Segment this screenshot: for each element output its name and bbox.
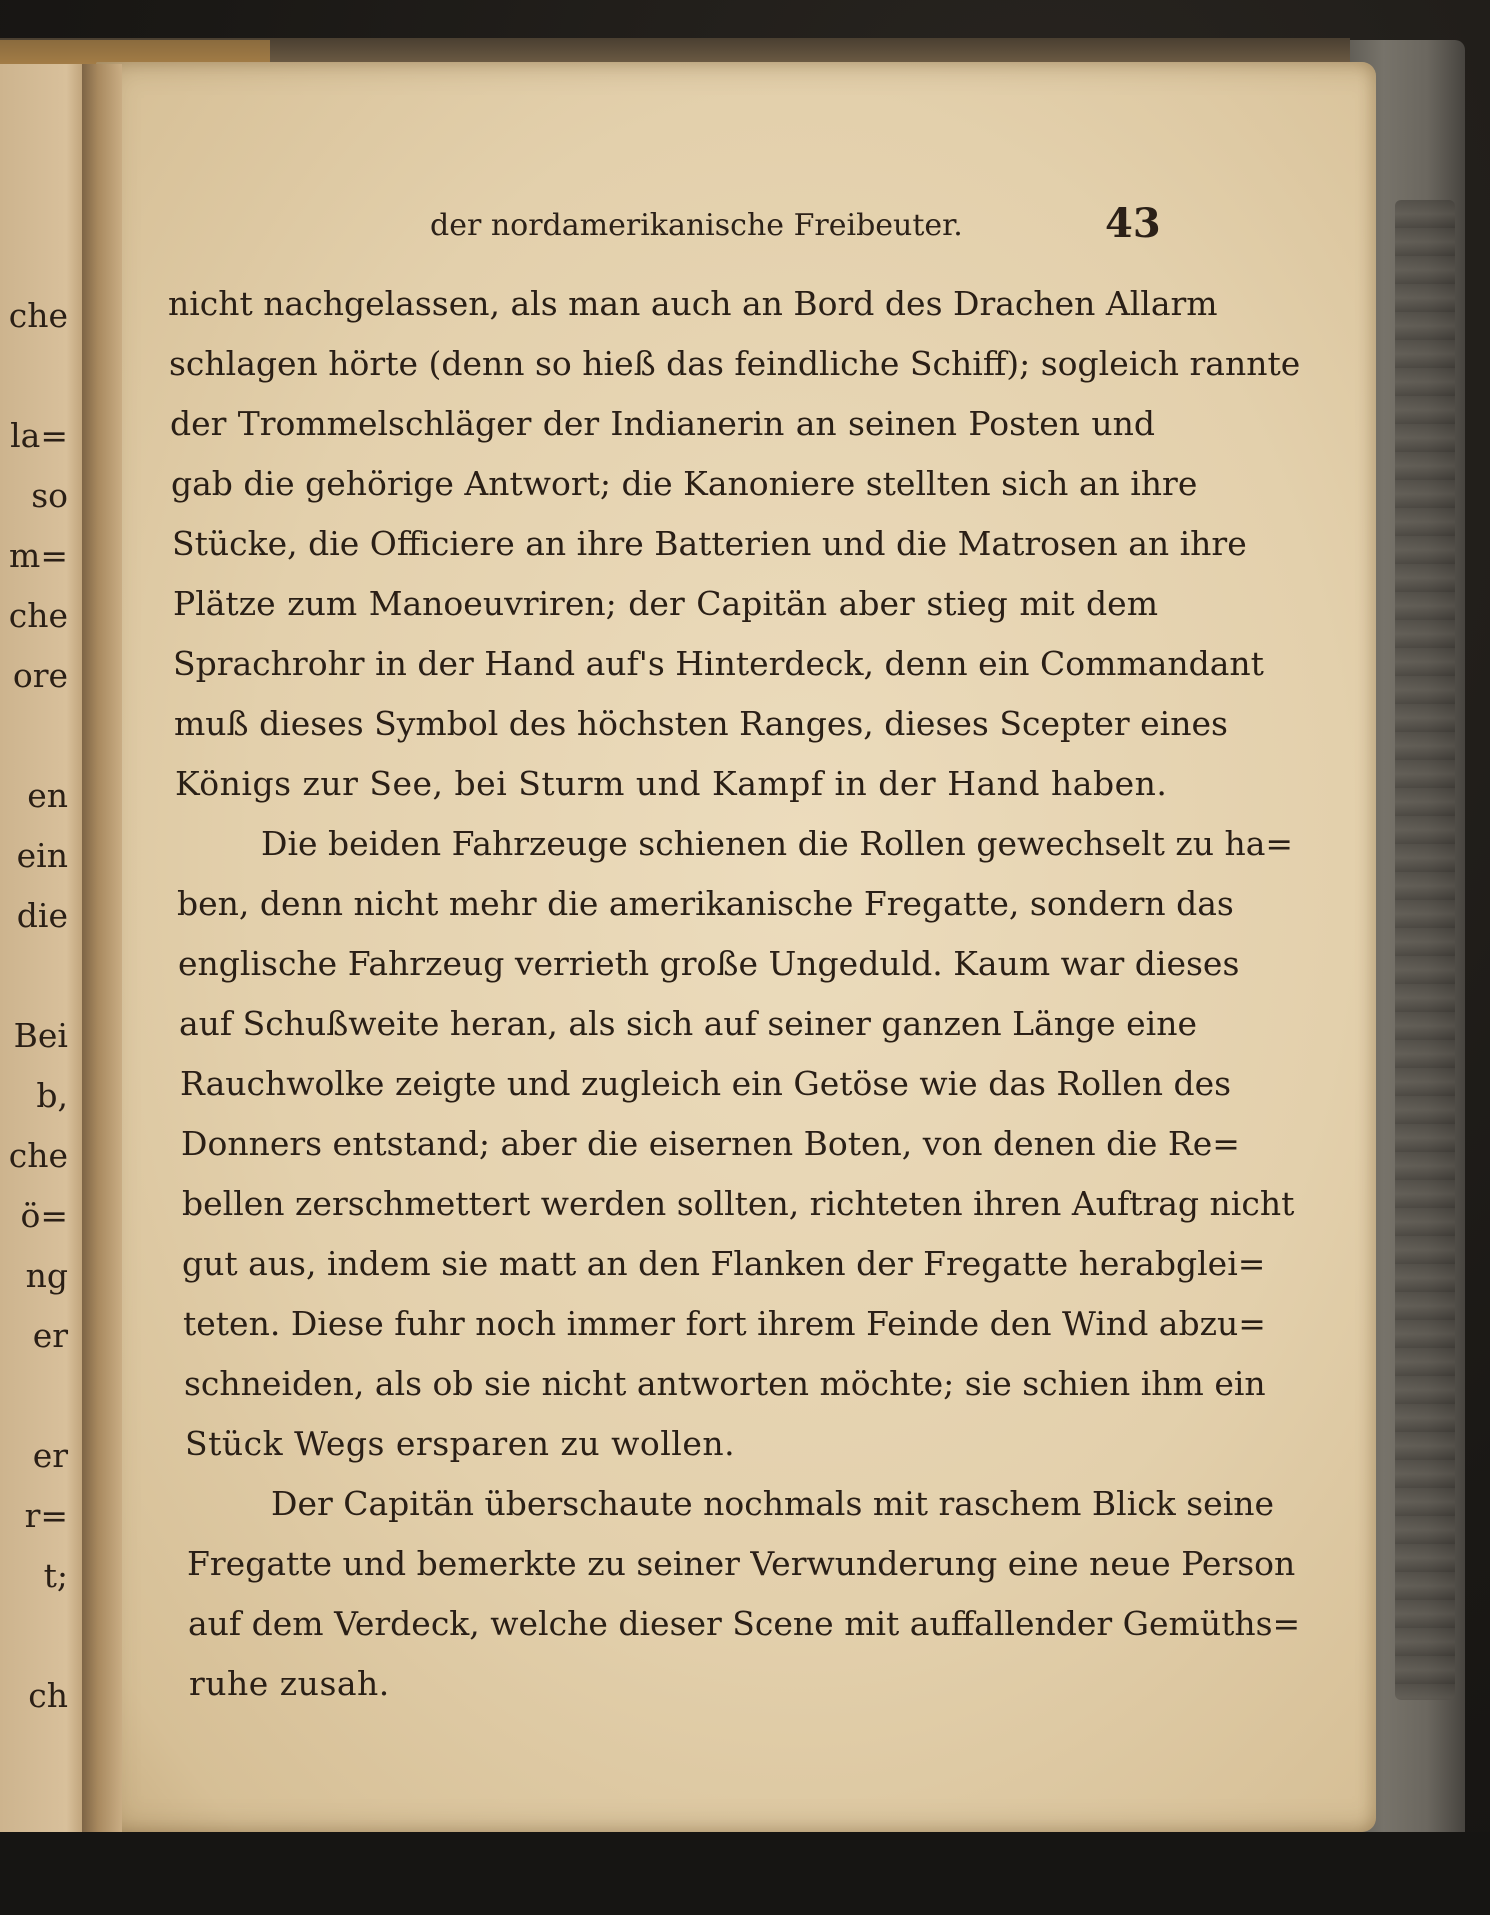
- text-line: Der Capitän überschaute nochmals mit raschem Blick seine: [271, 1484, 1275, 1523]
- facing-page-fragment: b,: [36, 1076, 68, 1115]
- text-line: Sprachrohr in der Hand auf's Hinterdeck, denn ein Commandant: [173, 644, 1264, 683]
- text-line: Donners entstand; aber die eisernen Boten, von denen die Re=: [181, 1124, 1240, 1163]
- text-line: Die beiden Fahrzeuge schienen die Rollen gewechselt zu ha=: [261, 824, 1294, 863]
- text-line: Stücke, die Officiere an ihre Batterien und die Matrosen an ihre: [172, 524, 1247, 563]
- running-head: der nordamerikanische Freibeuter.: [430, 208, 963, 243]
- facing-page-fragment: ch: [28, 1676, 68, 1715]
- facing-page-fragment: Bei: [13, 1016, 68, 1055]
- text-line: schlagen hörte (denn so hieß das feindliche Schiff); sogleich rannte: [169, 344, 1301, 383]
- text-line: bellen zerschmettert werden sollten, richteten ihren Auftrag nicht: [182, 1184, 1295, 1223]
- text-line: gut aus, indem sie matt an den Flanken der Fregatte herabglei=: [182, 1244, 1266, 1283]
- facing-page-fragment: t;: [43, 1556, 68, 1595]
- facing-page-fragment: che: [8, 1136, 68, 1175]
- facing-page-fragment: ore: [12, 656, 68, 695]
- text-line: schneiden, als ob sie nicht antworten möchte; sie schien ihm ein: [184, 1364, 1266, 1403]
- facing-page-fragment: ng: [25, 1256, 68, 1295]
- text-line: Fregatte und bemerkte zu seiner Verwunderung eine neue Person: [187, 1544, 1296, 1583]
- text-line: ruhe zusah.: [189, 1664, 390, 1703]
- text-line: Königs zur See, bei Sturm und Kampf in der Hand haben.: [175, 764, 1168, 803]
- text-line: Stück Wegs ersparen zu wollen.: [185, 1424, 736, 1463]
- bottom-background: [0, 1832, 1490, 1915]
- text-line: Plätze zum Manoeuvriren; der Capitän aber stieg mit dem: [173, 584, 1158, 623]
- text-line: gab die gehörige Antwort; die Kanoniere stellten sich an ihre: [171, 464, 1198, 503]
- text-line: nicht nachgelassen, als man auch an Bord des Drachen Allarm: [168, 284, 1218, 323]
- text-line: der Trommelschläger der Indianerin an seinen Posten und: [170, 404, 1155, 443]
- text-line: teten. Diese fuhr noch immer fort ihrem Feinde den Wind abzu=: [183, 1304, 1266, 1343]
- facing-page-fragment: che: [8, 596, 68, 635]
- facing-page-fragment: r=: [24, 1496, 68, 1535]
- facing-page-fragment: ö=: [20, 1196, 68, 1235]
- text-line: auf Schußweite heran, als sich auf seiner ganzen Länge eine: [179, 1004, 1197, 1043]
- facing-page-fragment: ein: [16, 836, 68, 875]
- gutter: [82, 64, 122, 1834]
- facing-page-fragment: m=: [9, 536, 68, 575]
- facing-page-fragment: er: [32, 1436, 68, 1475]
- text-line: Rauchwolke zeigte und zugleich ein Getöse wie das Rollen des: [180, 1064, 1232, 1103]
- text-line: ben, denn nicht mehr die amerikanische Fregatte, sondern das: [177, 884, 1234, 923]
- facing-page-fragment: die: [16, 896, 68, 935]
- page-number: 43: [1105, 200, 1161, 247]
- facing-page-fragment: che: [8, 296, 68, 335]
- facing-page-fragment: so: [31, 476, 68, 515]
- text-line: muß dieses Symbol des höchsten Ranges, dieses Scepter eines: [174, 704, 1228, 743]
- text-line: auf dem Verdeck, welche dieser Scene mit auffallender Gemüths=: [188, 1604, 1301, 1643]
- facing-page-fragment: er: [32, 1316, 68, 1355]
- text-line: englische Fahrzeug verrieth große Ungeduld. Kaum war dieses: [178, 944, 1240, 983]
- facing-page-fragment: la=: [10, 416, 68, 455]
- cover-wear: [1395, 200, 1455, 1700]
- facing-page-fragment: en: [27, 776, 68, 815]
